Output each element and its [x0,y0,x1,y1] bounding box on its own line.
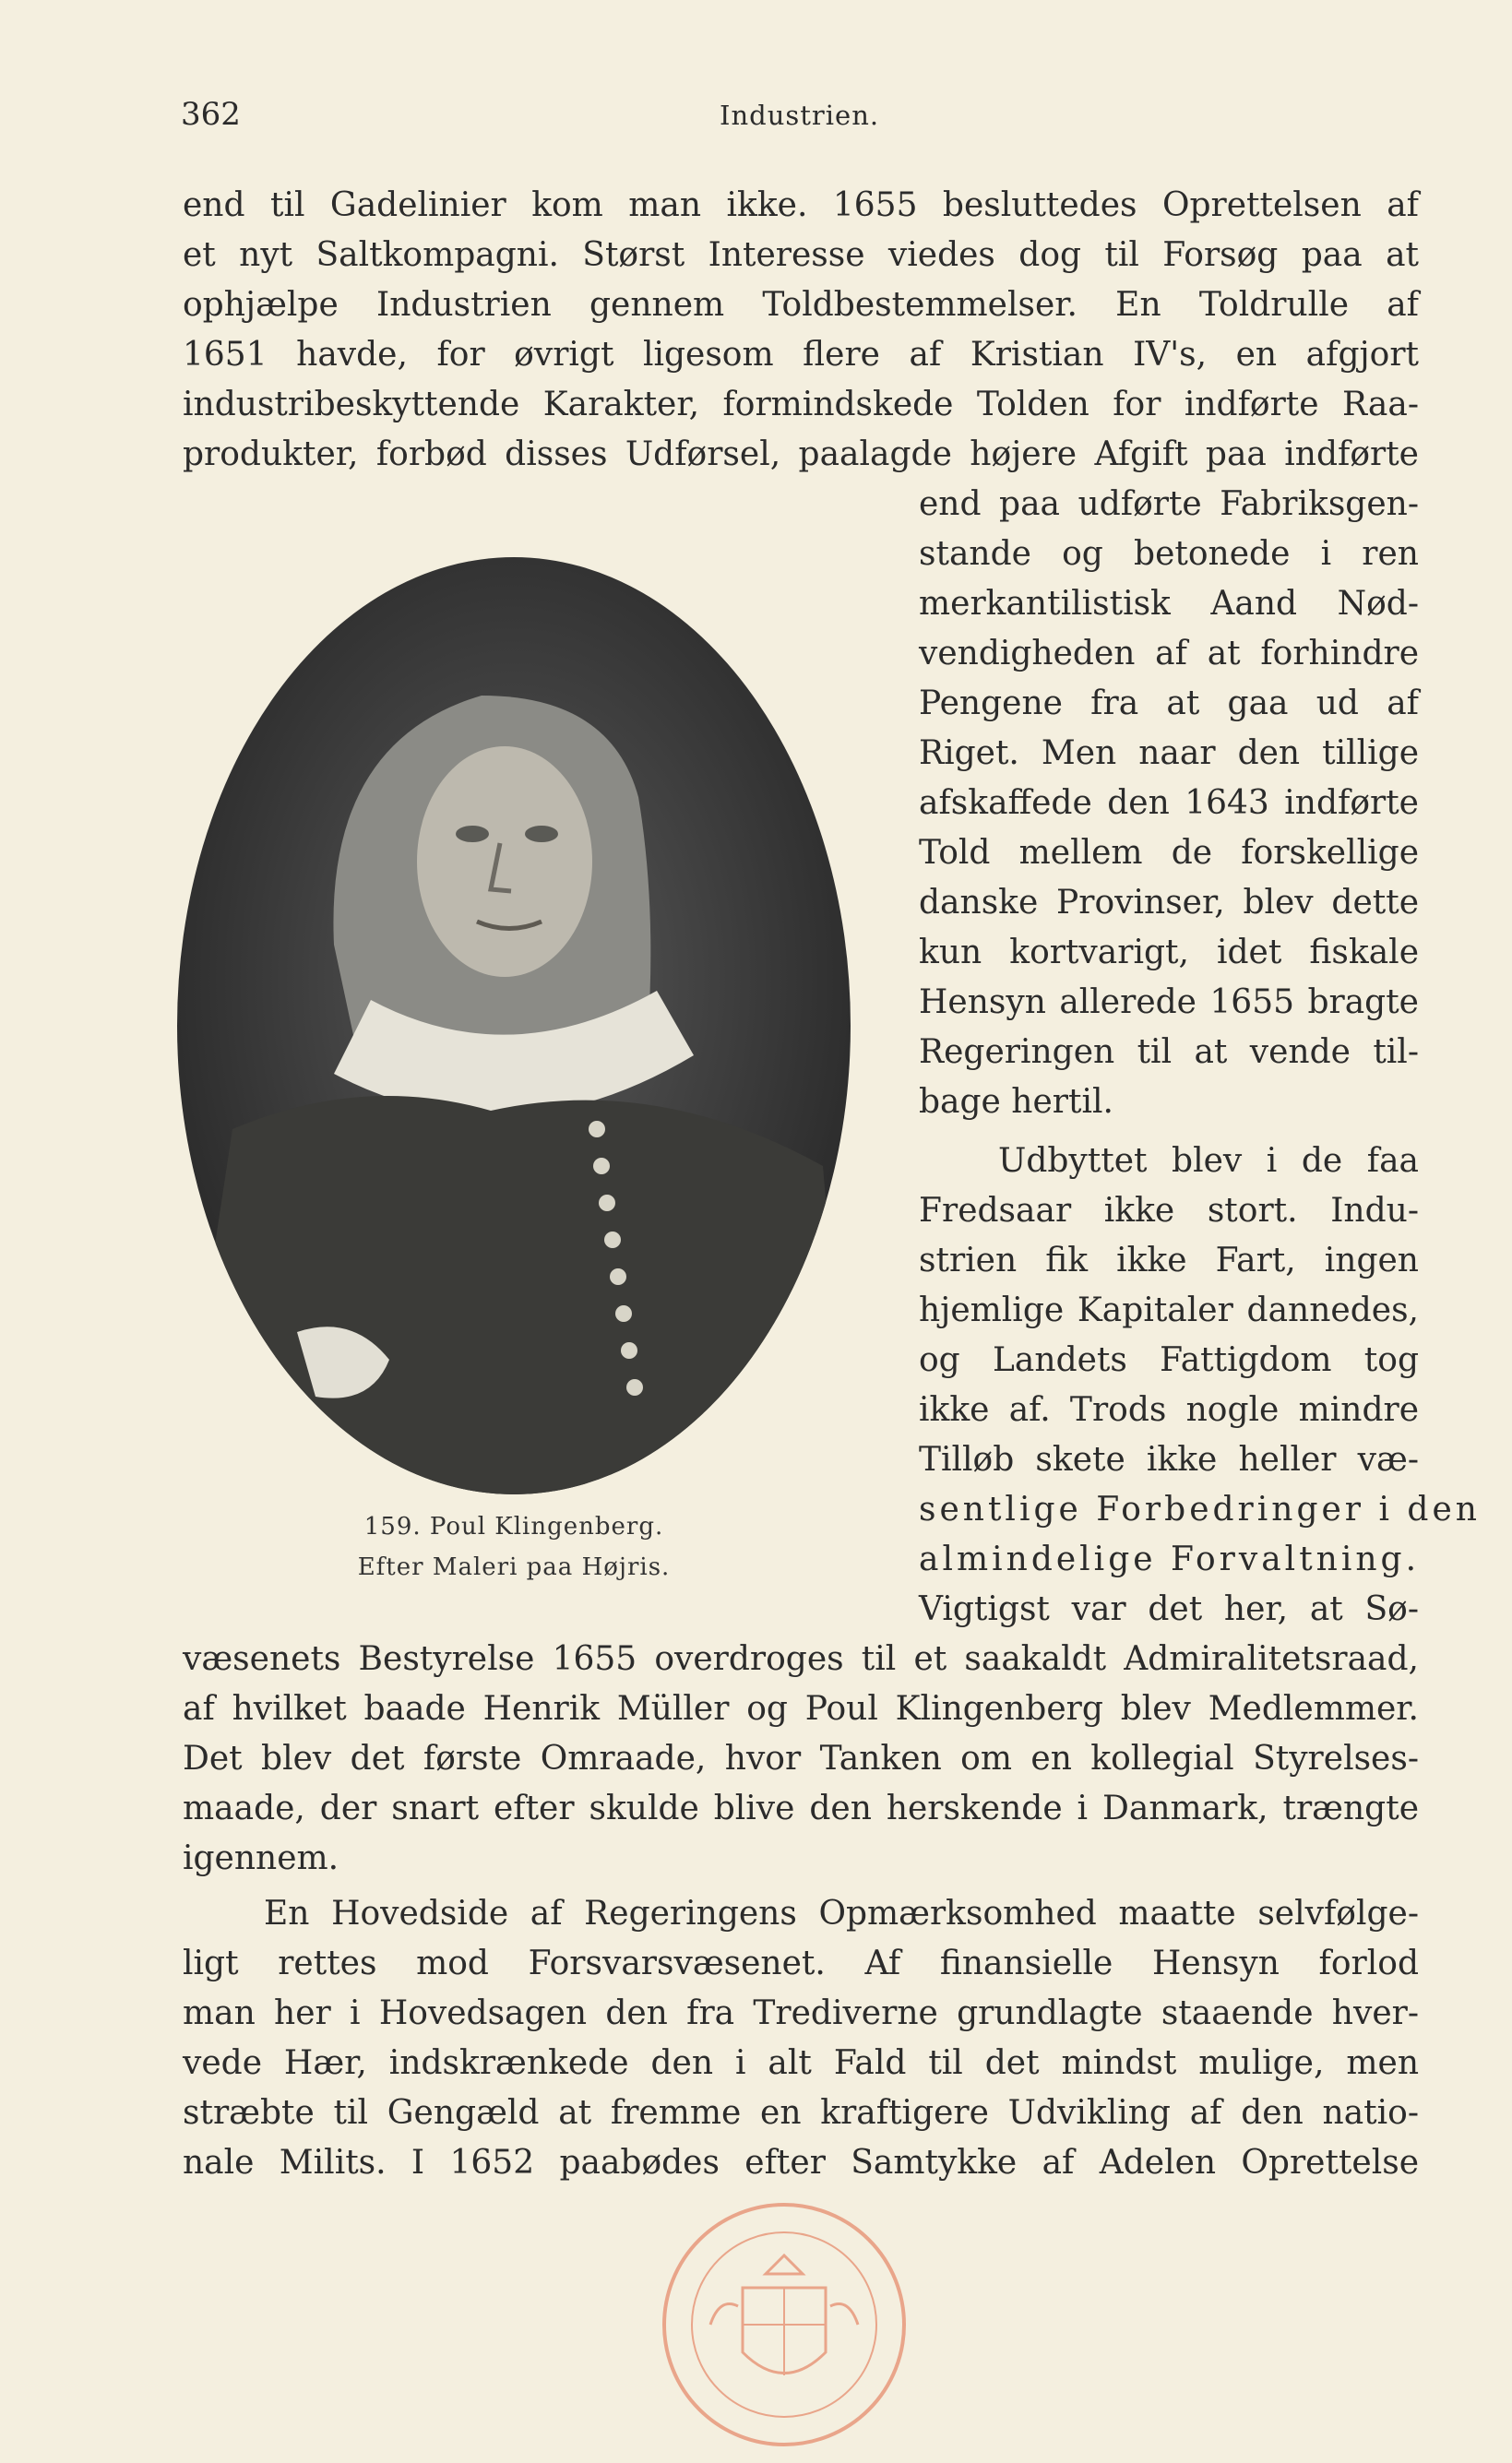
body-line: et nyt Saltkompagni. Størst Interesse viedes dog til Forsøg paa at [183,236,1419,274]
body-line: igennem. [183,1839,339,1877]
portrait-image [177,557,851,1494]
body-line: vede Hær, indskrænkede den i alt Fald til det mindst mulige, men [183,2044,1419,2082]
body-line: væsenets Bestyrelse 1655 overdroges til et saakaldt Admiralitetsraad, [183,1640,1419,1678]
body-line: Vigtigst var det her, at Sø- [919,1590,1419,1628]
body-line: ikke af. Trods nogle mindre [919,1391,1419,1429]
body-line: maade, der snart efter skulde blive den herskende i Danmark, trængte [183,1790,1419,1827]
body-line: ophjælpe Industrien gennem Toldbestemmelser. En Toldrulle af [183,286,1419,324]
body-line: Tilløb skete ikke heller væ- [919,1441,1419,1479]
running-head: Industrien. [720,100,880,131]
body-line: vendigheden af at forhindre [919,635,1419,672]
body-line: industribeskyttende Karakter, formindskede Tolden for indførte Raa- [183,386,1419,423]
body-line: Pengene fra at gaa ud af [919,684,1419,722]
figure-caption-title: 159. Poul Klingenberg. [363,1513,664,1541]
body-line: kun kortvarigt, idet fiskale [919,934,1419,971]
body-line: nale Milits. I 1652 paabødes efter Samtykke af Adelen Oprettelse [183,2144,1419,2182]
body-line: afskaffede den 1643 indførte [919,784,1419,822]
body-line: end til Gadelinier kom man ikke. 1655 besluttedes Oprettelsen af [183,186,1419,224]
body-line: Det blev det første Omraade, hvor Tanken om en kollegial Styrelses- [183,1740,1419,1778]
body-line: almindelige Forvaltning. [919,1541,1421,1578]
body-line: Told mellem de forskellige [919,834,1419,872]
figure-caption-source: Efter Maleri paa Højris. [357,1553,671,1581]
library-stamp [646,2186,923,2463]
body-line: Udbyttet blev i de faa [998,1142,1419,1180]
page-number: 362 [181,96,241,133]
body-line: strien fik ikke Fart, ingen [919,1242,1419,1279]
body-line: stræbte til Gengæld at fremme en kraftigere Udvikling af den natio- [183,2094,1419,2132]
body-line: Regeringen til at vende til- [919,1033,1419,1071]
body-line: Riget. Men naar den tillige [919,734,1419,772]
page-header [181,96,1417,142]
body-line: En Hovedside af Regeringens Opmærksomhed maatte selvfølge- [264,1895,1419,1933]
body-line: produkter, forbød disses Udførsel, paalagde højere Afgift paa indførte [183,435,1419,473]
body-line: end paa udførte Fabriksgen- [919,485,1419,523]
body-line: 1651 havde, for øvrigt ligesom flere af Kristian IV's, en afgjort [183,336,1419,374]
body-line: merkantilistisk Aand Nød- [919,585,1419,623]
body-line: Hensyn allerede 1655 bragte [919,983,1419,1021]
body-line: man her i Hovedsagen den fra Trediverne grundlagte staaende hver- [183,1994,1419,2032]
body-line: af hvilket baade Henrik Müller og Poul Klingenberg blev Medlemmer. [183,1690,1419,1728]
body-line: og Landets Fattigdom tog [919,1341,1419,1379]
body-line: ligt rettes mod Forsvarsvæsenet. Af finansielle Hensyn forlod [183,1945,1419,1982]
body-line: danske Provinser, blev dette [919,884,1419,922]
body-line: hjemlige Kapitaler dannedes, [919,1291,1419,1329]
body-line: bage hertil. [919,1083,1113,1121]
body-line: Fredsaar ikke stort. Indu- [919,1192,1419,1230]
body-line: sentlige Forbedringer i den [919,1491,1481,1529]
body-line: stande og betonede i ren [919,535,1419,573]
